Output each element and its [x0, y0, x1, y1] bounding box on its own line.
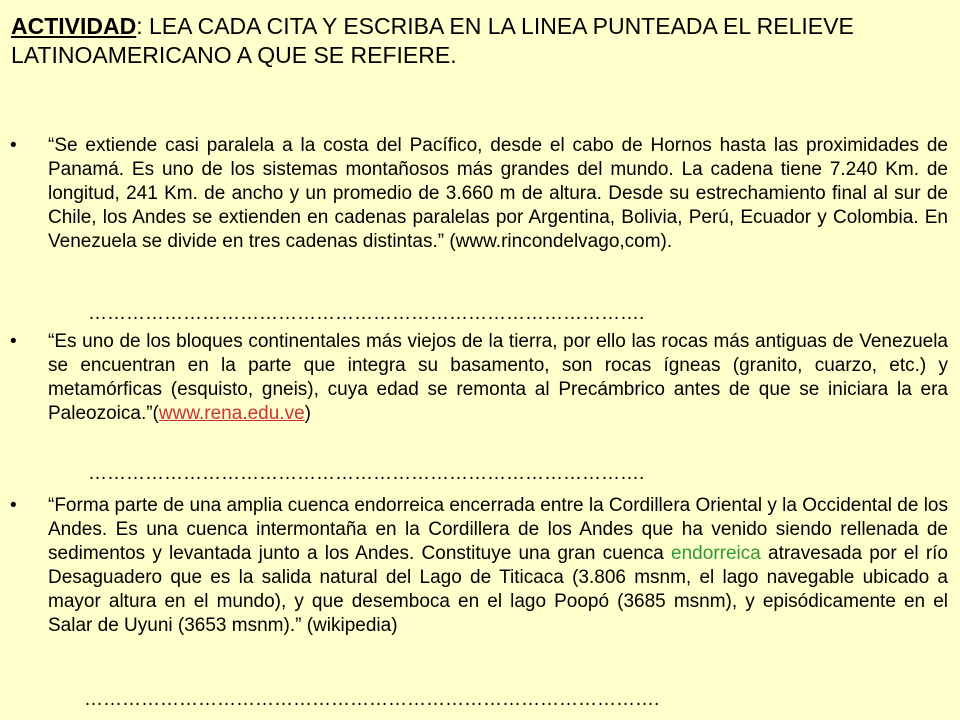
activity-title — [11, 12, 941, 70]
quote-text-end: atravesada por el río Desaguadero que es la salida natural del Lago de Titicaca (3.806 msnm, el lago navegable ubicado a mayor altura en el mundo), y que desemboca en el lago Poopó (3685 msnm), y episódicamente en el Salar de Uyuni (3653 msnm).” (wikipedia) — [48, 543, 949, 636]
quote-item-2 — [10, 330, 948, 426]
bullet: • — [10, 495, 17, 516]
source-link[interactable]: www.rena.edu.ve — [158, 403, 305, 424]
answer-line-3[interactable]: ………………………………………………………………………………. — [84, 689, 660, 710]
answer-line-1[interactable]: ……………………………………………………………………………. — [88, 303, 645, 324]
answer-line-2[interactable]: ……………………………………………………………………………. — [88, 463, 645, 484]
quote-item-3 — [10, 494, 949, 638]
quote-text-end: ) — [304, 403, 311, 424]
bullet: • — [10, 331, 17, 352]
quote-text: “Se extiende casi paralela a la costa del Pacífico, desde el cabo de Hornos hasta las proximidades de Panamá. Es uno de los sistemas montañosos más grandes del mundo. La cadena tiene 7.240 Km. de longitud, 241 Km. de ancho y un promedio de 3.660 m de altura. Desde su estrechamiento final al sur de Chile, los Andes se extienden en cadenas paralelas por Argentina, Bolivia, Perú, Ecuador y Colombia. En Venezuela se divide en tres cadenas distintas.” (www.rincondelvago,com). — [48, 135, 948, 252]
bullet: • — [10, 135, 17, 156]
title-keyword: ACTIVIDAD — [11, 13, 137, 39]
title-instruction: : LEA CADA CITA Y ESCRIBA EN LA LINEA PUNTEADA EL RELIEVE LATINOAMERICANO A QUE SE REFIERE. — [11, 13, 854, 68]
quote-text: “Es uno de los bloques continentales más viejos de la tierra, por ello las rocas más antiguas de Venezuela se encuentran en la parte que integra su basamento, son rocas ígneas (granito, cuarzo, etc.) y metamórficas (esquisto, gneis), cuya edad se remonta al Precámbrico antes de que se iniciara la era Paleozoica.”( — [48, 331, 948, 424]
highlighted-term: endorreica — [671, 543, 761, 564]
quote-text: “Forma parte de una amplia cuenca endorreica encerrada entre la Cordillera Oriental y la Occidental de los Andes. Es una cuenca intermontaña en la Cordillera de los Andes que ha venido siendo rellenada de sedimentos y levantada junto a los Andes. Constituye una gran cuenca — [48, 495, 948, 564]
quote-item-1 — [10, 134, 948, 254]
